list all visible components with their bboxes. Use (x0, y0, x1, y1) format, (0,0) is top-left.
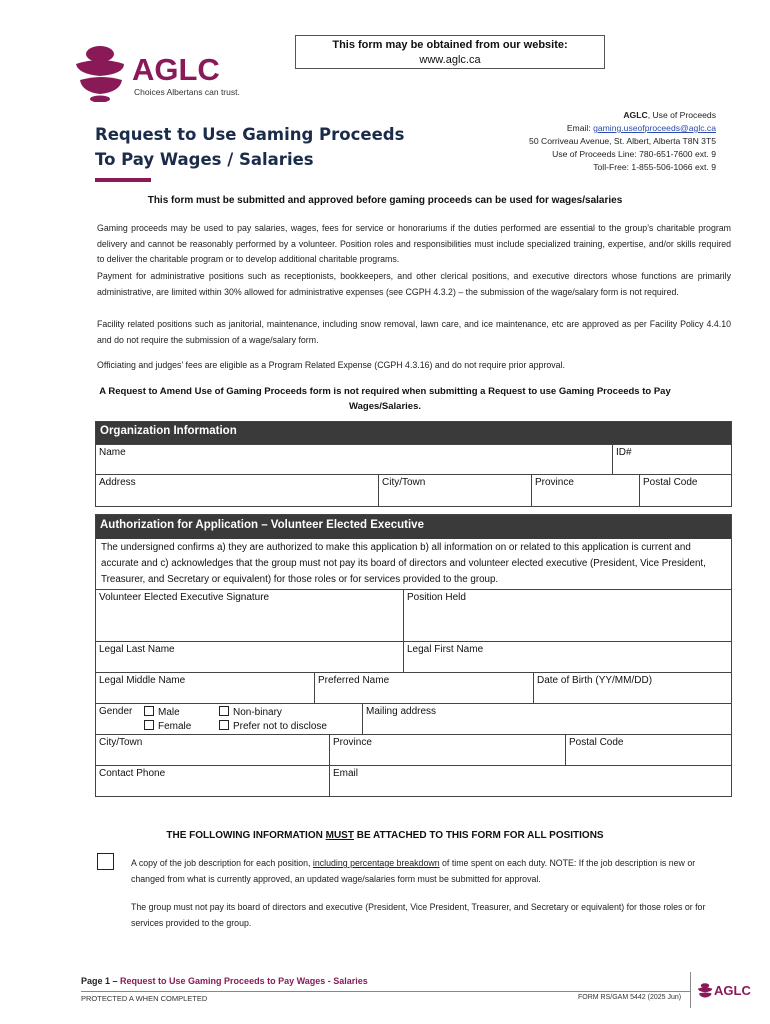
gender-nonbinary-option[interactable]: Non-binary (219, 706, 282, 718)
footer-logo (696, 980, 756, 1004)
org-row-name (96, 444, 731, 474)
contact-tollfree: Toll-Free: 1-855-506-1066 ext. 9 (593, 162, 716, 172)
gender-label: Gender (99, 706, 133, 717)
signature-field[interactable]: Volunteer Elected Executive Signature (99, 592, 270, 603)
checkbox-icon[interactable] (144, 720, 154, 730)
auth-city-field[interactable]: City/Town (99, 737, 143, 748)
authorization-section (95, 514, 732, 797)
org-address-field[interactable]: Address (99, 477, 136, 488)
footer-logo-wordmark: AGLC (714, 983, 751, 998)
org-province-field[interactable]: Province (531, 475, 639, 506)
contact-line: Use of Proceeds Line: 780-651-7600 ext. 9 (552, 149, 716, 159)
email-field[interactable]: Email (329, 766, 731, 796)
org-city-field[interactable]: City/Town (378, 475, 531, 506)
attachment-item-job-description: A copy of the job description for each position, including percentage breakdown of time spent on each duty. NOTE: If the job description is new or changed from what is currently approved, an updated wage/salaries form must be submitted for approval. (131, 858, 696, 884)
amend-note-line1: A Request to Amend Use of Gaming Proceeds form is not required when submitting a Request to use Gaming Proceeds to Pay (99, 386, 671, 397)
gender-female-option[interactable]: Female (144, 720, 191, 732)
footer-vertical-divider (690, 972, 691, 1008)
website-notice-text: This form may be obtained from our website: (332, 39, 568, 51)
gender-prefer-not-option[interactable]: Prefer not to disclose (219, 720, 327, 732)
attachment-heading: THE FOLLOWING INFORMATION MUST BE ATTACHED TO THIS FORM FOR ALL POSITIONS (166, 830, 604, 841)
page-footer: Page 1 – Request to Use Gaming Proceeds to Pay Wages - Salaries (81, 976, 368, 986)
mailing-address-field[interactable]: Mailing address (362, 704, 731, 734)
contact-address: 50 Corriveau Avenue, St. Albert, Alberta T8N 3T5 (529, 136, 716, 146)
form-number: FORM RS/GAM 5442 (2025 Jun) (578, 994, 682, 1001)
title-accent-bar (95, 178, 151, 182)
org-name-field[interactable]: Name (99, 447, 126, 458)
contact-phone-field[interactable]: Contact Phone (99, 768, 166, 779)
amend-note-line2: Wages/Salaries. (349, 401, 421, 412)
paragraph-facility: Facility related positions such as janitorial, maintenance, including snow removal, lawn care, and ice maintenance, etc are approved as per Facility Policy 4.4.10 and do not require the submission of a wage/salary form. (97, 319, 731, 345)
amend-note (0, 384, 770, 414)
authorization-heading: Authorization for Application – Volunteer Elected Executive (96, 515, 731, 539)
form-title (95, 122, 404, 172)
gender-field (96, 704, 362, 734)
aglc-logo-mark-icon (70, 42, 130, 102)
logo-tagline: Choices Albertans can trust. (134, 87, 240, 97)
aglc-logo (70, 42, 270, 102)
org-id-field[interactable]: ID# (612, 445, 731, 474)
protected-label: PROTECTED A WHEN COMPLETED (81, 994, 208, 1003)
paragraph-eligibility: Gaming proceeds may be used to pay salaries, wages, fees for service or honorariums if the duties performed are essential to the group’s charitable program delivery and cannot be reasonably performed by a volunteer. Position roles and responsibilities must include specialized training, expertise, and/or skills required to deliver the charitable program or to develop additional charitable programs. (97, 223, 731, 264)
auth-province-field[interactable]: Province (329, 735, 565, 765)
date-of-birth-field[interactable]: Date of Birth (YY/MM/DD) (533, 673, 731, 703)
checkbox-icon[interactable] (219, 720, 229, 730)
email-link[interactable]: gaming.useofproceeds@aglc.ca (593, 123, 716, 133)
form-title-line2: To Pay Wages / Salaries (95, 150, 314, 169)
auth-row-gender (96, 703, 731, 734)
contact-block (529, 109, 716, 174)
checkbox-icon[interactable] (219, 706, 229, 716)
website-notice-box (295, 35, 605, 69)
auth-postal-field[interactable]: Postal Code (565, 735, 731, 765)
authorization-statement: The undersigned confirms a) they are authorized to make this application b) all information on or related to this application is current and accurate and c) acknowledges that the group must not pay its board of directors and volunteer elected executive (President, Vice President, Treasurer, and Secretary or equivalent) for those roles or for services provided to the group. (101, 542, 706, 585)
paragraph-admin: Payment for administrative positions such as receptionists, bookkeepers, and other clerical positions, and executive directors whose functions are primarily administrative, are limited within 30% allowed for administrative expenses (see CGPH 4.3.2) – the submission of the wage/salary form is not required. (97, 271, 731, 297)
auth-row-middle (96, 672, 731, 703)
preferred-name-field[interactable]: Preferred Name (314, 673, 533, 703)
legal-first-name-field[interactable]: Legal First Name (403, 642, 731, 672)
job-description-checkbox[interactable] (97, 853, 114, 870)
form-title-line1: Request to Use Gaming Proceeds (95, 125, 405, 144)
organization-section (95, 421, 732, 507)
paragraph-officiating: Officiating and judges’ fees are eligible as a Program Related Expense (CGPH 4.3.16) and do not require prior approval. (97, 360, 565, 370)
website-url[interactable]: www.aglc.ca (419, 54, 481, 66)
footer-logo-mark-icon (696, 980, 714, 1002)
footer-divider (81, 991, 691, 992)
legal-middle-name-field[interactable]: Legal Middle Name (99, 675, 186, 686)
position-held-field[interactable]: Position Held (403, 590, 731, 641)
legal-last-name-field[interactable]: Legal Last Name (99, 644, 175, 655)
attachment-item-note: The group must not pay its board of directors and executive (President, Vice President, Treasurer, and Secretary or equivalent) for those roles or for services provided to the group. (131, 902, 706, 928)
auth-row-signature (96, 589, 731, 641)
org-row-address (96, 474, 731, 506)
logo-wordmark: AGLC (132, 52, 220, 87)
auth-row-contact (96, 765, 731, 796)
contact-email: Email: gaming.useofproceeds@aglc.ca (566, 123, 716, 133)
checkbox-icon[interactable] (144, 706, 154, 716)
organization-heading: Organization Information (96, 422, 731, 444)
submission-notice: This form must be submitted and approved before gaming proceeds can be used for wages/salaries (147, 195, 623, 206)
auth-row-city (96, 734, 731, 765)
org-postal-field[interactable]: Postal Code (639, 475, 731, 506)
auth-row-names (96, 641, 731, 672)
contact-org: AGLC, Use of Proceeds (623, 110, 716, 120)
gender-male-option[interactable]: Male (144, 706, 180, 718)
